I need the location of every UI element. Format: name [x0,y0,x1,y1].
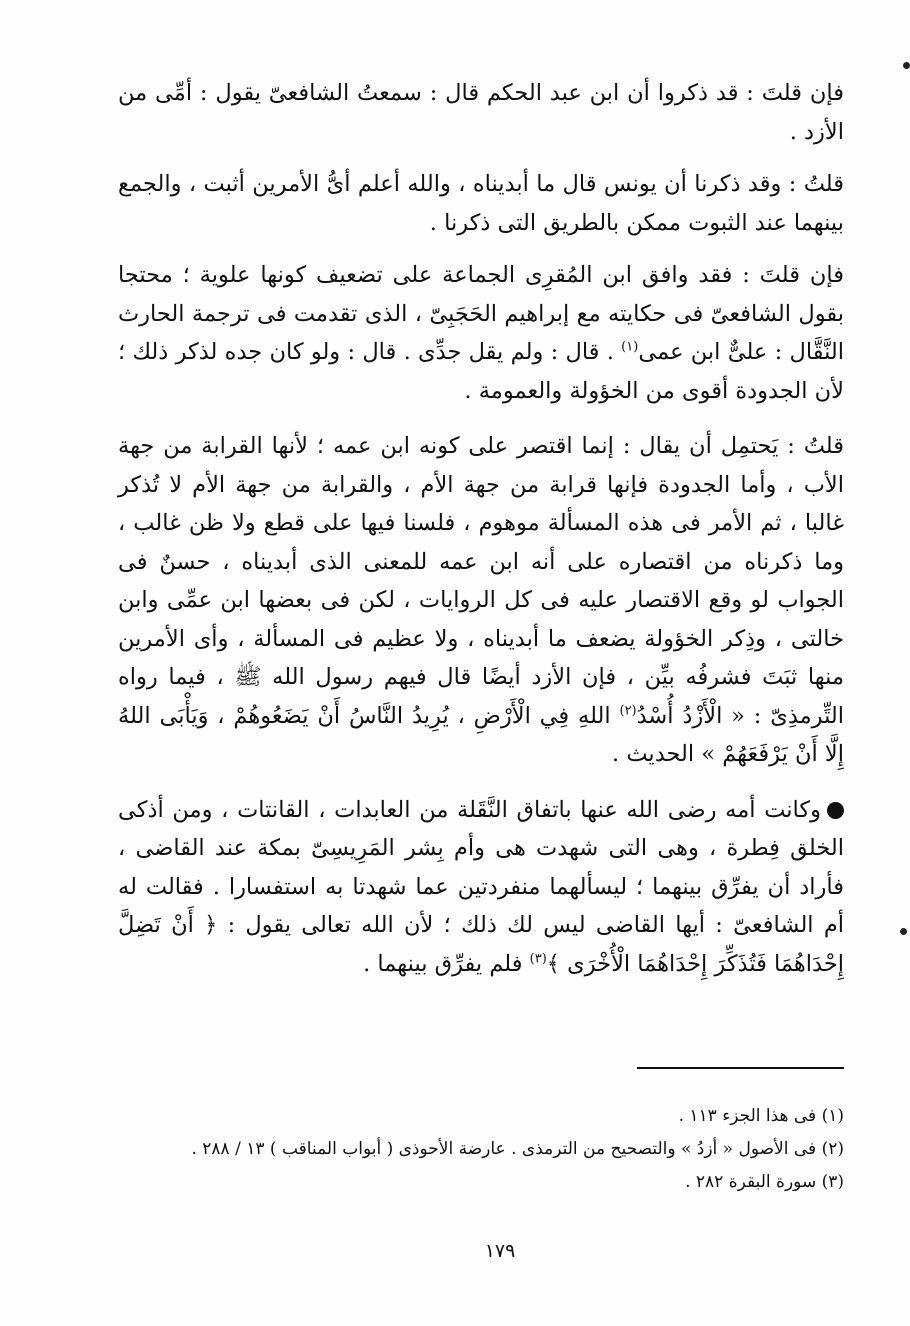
footnote-reference[interactable]: (٣) [529,951,547,966]
footnote-2: (٢) فى الأصول « أزدُ » والتصحيح من الترمذى . عارضة الأحوذى ( أبواب المناقب ) ١٣ / ٢٨٨ . [191,1139,844,1159]
page-number: ١٧٩ [484,1240,516,1262]
paragraph-text: اللهِ فِي الْأَرْضِ ، يُرِيدُ النَّاسُ أَنْ يَضَعُوهُمْ ، وَيَأْبَى اللهُ إِلَّا أَنْ يَرْفَعَهُمْ » الحديث . [118,702,844,767]
footnote-3: (٣) سورة البقرة ٢٨٢ . [685,1172,844,1192]
footnote-divider [637,1067,844,1069]
paragraph-reply-yunus [118,165,844,242]
margin-mark [900,928,907,935]
footnote-reference[interactable]: (١) [621,339,639,355]
footnote-1: (١) فى هذا الجزء ١١٣ . [678,1106,844,1126]
paragraph-reply-kinship [118,427,844,774]
paragraph-objection-azd [118,74,844,151]
paragraph-text: فإن قلتَ : قد ذكروا أن ابن عبد الحكم قال : سمعتُ الشافعىّ يقول : أمِّى من الأزد . [118,80,844,145]
paragraph-objection-ibn-almuqri [118,256,844,410]
paragraph-text: . قال : ولم يقل جدِّى . قال : ولو كان جده لذكر ذلك ؛ لأن الجدودة أقوى من الخؤولة والعمومة . [118,339,844,404]
margin-mark [903,62,910,69]
paragraph-text: فإن قلتَ : فقد وافق ابن المُقرِى الجماعة على تضعيف كونها علوية ؛ محتجا بقول الشافعىّ فى حكايته مع إبراهيم الحَجَبِىّ ، الذى تقدمت فى ترجمة الحارث النَّقَّال : علىٌّ ابن عمى [118,262,844,365]
paragraph-text: وكانت أمه رضى الله عنها باتفاق النَّقَلة من العابدات ، القانتات ، ومن أذكى الخلق فِطرة ، وهى التى شهدت هى وأم بِشر المَرِيسِىّ بمكة عند القاضى ، فأراد أن يفرِّق بينهما ؛ ليسألهما منفردتين عما شهدتا به استفسارا . فقالت له أم الشافعىّ : أيها القاضى ليس لك ذلك ؛ لأن الله تعالى يقول : ﴿ أَنْ تَضِلَّ إِحْدَاهُمَا فَتُذَكِّرَ إِحْدَاهُمَا الْأُخْرَى ﴾ [118,796,844,977]
paragraph-text: فلم يفرِّق بينهما . [363,950,530,977]
main-text [118,74,844,1000]
footnotes [118,1100,844,1199]
bullet-icon [827,802,844,819]
paragraph-text: قلتُ : يَحتمِل أن يقال : إنما اقتصر على كونه ابن عمه ؛ لأنها القرابة من جهة الأب ، وأما الجدودة فإنها قرابة من جهة الأم ، والقرابة من جهة الأم لا تُذكر غالبا ، ثم الأمر فى هذه المسألة موهوم ، فلسنا فيها على قطع ولا ظن غالب ، وما ذكرناه من اقتصاره على أنه ابن عمه للمعنى الذى أبديناه ، حسنٌ فى الجواب لو وقع الاقتصار عليه فى كل الروايات ، لكن فى بعضها ابن عمِّى وابن خالتى ، وذِكر الخؤولة يضعف ما أبديناه ، ولا عظيم فى المسألة ، وأى الأمرين منها ثبَتَ فشرفُه بيِّن ، فإن الأزد أيضًا قال فيهم رسول الله ﷺ ، فيما رواه التِّرمذِىّ : « الْأَزْدُ أُسْدُ [118,433,844,729]
paragraph-mother [118,791,844,984]
footnote-reference[interactable]: (٢) [619,703,637,718]
paragraph-text: قلتُ : وقد ذكرنا أن يونس قال ما أبديناه ، والله أعلم أىُّ الأمرين أثبت ، والجمع بينهما عند الثبوت ممكن بالطريق التى ذكرنا . [118,171,844,236]
